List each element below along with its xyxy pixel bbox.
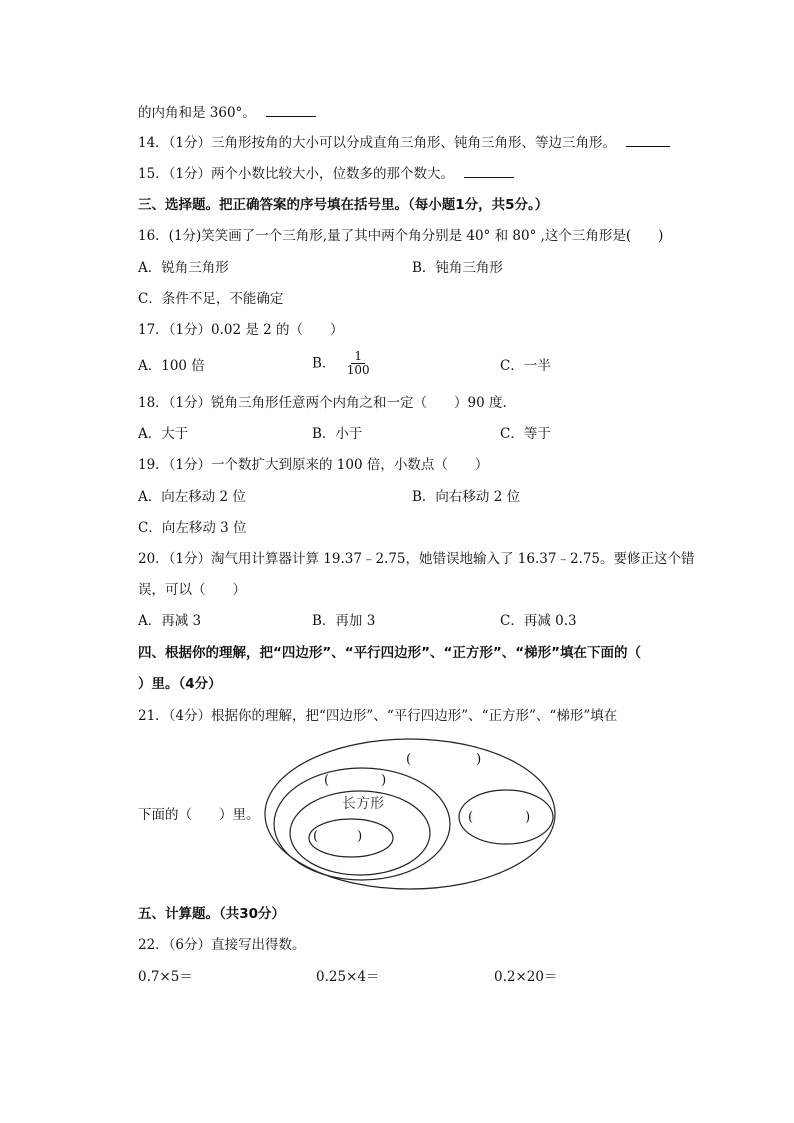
q18-option-b[interactable]: B．小于: [312, 426, 363, 442]
side-blank-label[interactable]: ( ): [468, 810, 531, 825]
q17-option-b[interactable]: [312, 350, 373, 377]
inner-label: 长方形: [342, 796, 384, 812]
q19-stem: 19．（1分）一个数扩大到原来的 100 倍，小数点（ ）: [138, 457, 489, 473]
q18-option-c[interactable]: C．等于: [500, 426, 551, 442]
q13-tail: [138, 104, 316, 122]
q17-option-b-prefix: B．: [312, 355, 336, 372]
q17-fraction-denominator: 100: [346, 363, 370, 377]
innermost-blank-label[interactable]: ( ): [313, 829, 363, 844]
q17-option-c[interactable]: C．一半: [500, 358, 551, 374]
q21-stem: 21．（4分）根据你的理解，把“四边形”、“平行四边形”、“正方形”、“梯形”填在: [138, 708, 618, 724]
q14-text: 14．（1分）三角形按角的大小可以分成直角三角形、钝角三角形、等边三角形。: [138, 135, 617, 151]
q22-stem: 22．（6分）直接写出得数。: [138, 937, 306, 953]
q20-stem-line1: 20．（1分）淘气用计算器计算 19.37﹣2.75，她错误地输入了 16.37﹣2.75。要修正这个错: [138, 551, 695, 567]
q16-option-b[interactable]: B．钝角三角形: [412, 260, 503, 276]
q22-expr-2[interactable]: 0.25×4＝: [316, 969, 380, 985]
q16-option-c[interactable]: C．条件不足，不能确定: [138, 291, 284, 307]
section4-title-line2: ）里。（4分）: [138, 676, 222, 692]
q20-stem-line2: 误，可以（ ）: [138, 582, 246, 598]
q18-stem: 18．（1分）锐角三角形任意两个内角之和一定（ ）90 度.: [138, 395, 507, 411]
q14-answer-blank[interactable]: [626, 134, 670, 147]
q19-option-b[interactable]: B．向右移动 2 位: [412, 489, 521, 505]
q19-option-a[interactable]: A．向左移动 2 位: [138, 489, 246, 505]
q16-option-a[interactable]: A．锐角三角形: [138, 260, 229, 276]
q18-option-a[interactable]: A．大于: [138, 426, 189, 442]
q17-fraction-numerator: 1: [351, 350, 365, 364]
q15-answer-blank[interactable]: [464, 165, 514, 178]
q13-answer-blank[interactable]: [266, 104, 316, 117]
q16-stem: 16．(1分)笑笑画了一个三角形,量了其中两个角分别是 40° 和 80° ,这个三角形是( ): [138, 228, 664, 244]
q21-stem-tail: 下面的（ ）里。: [138, 807, 260, 823]
q19-option-c[interactable]: C．向左移动 3 位: [138, 520, 247, 536]
q14: [138, 134, 670, 152]
outer-blank-label[interactable]: ( ): [406, 752, 482, 767]
q15: [138, 165, 514, 183]
q15-text: 15．（1分）两个小数比较大小，位数多的那个数大。: [138, 166, 455, 182]
q17-stem: 17．（1分）0.02 是 2 的（ ）: [138, 322, 344, 338]
q20-option-c[interactable]: C．再减 0.3: [500, 613, 577, 629]
q22-expr-1[interactable]: 0.7×5＝: [138, 969, 193, 985]
q20-option-a[interactable]: A．再减 3: [138, 613, 202, 629]
q17-option-a[interactable]: A．100 倍: [138, 358, 205, 374]
section5-title: 五、计算题。（共30分）: [138, 906, 286, 922]
q21-venn-diagram: [262, 736, 558, 892]
q22-expr-3[interactable]: 0.2×20＝: [494, 969, 558, 985]
q13-tail-text: 的内角和是 360°。: [138, 105, 256, 121]
section4-title-line1: 四、根据你的理解，把“四边形”、“平行四边形”、“正方形”、“梯形”填在下面的（: [138, 645, 641, 661]
section3-title: 三、选择题。把正确答案的序号填在括号里。（每小题1分，共5分。）: [138, 197, 549, 213]
middle-blank-label[interactable]: ( ): [324, 773, 387, 788]
q17-fraction: [344, 350, 373, 377]
q20-option-b[interactable]: B．再加 3: [312, 613, 376, 629]
